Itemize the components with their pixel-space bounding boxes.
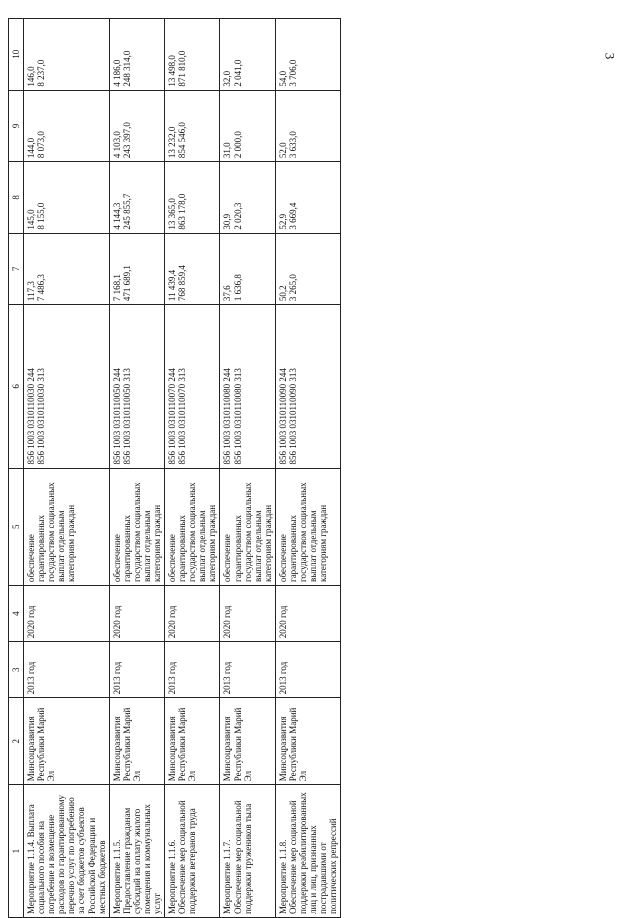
code-line: 856 1003 0310110080 313 <box>232 368 243 465</box>
value-cell-10 <box>220 19 275 91</box>
header-cell: 1 <box>9 785 24 918</box>
header-cell: 4 <box>9 586 24 642</box>
value-line: 8 237,0 <box>36 59 47 87</box>
event-cell: Мероприятие 1.1.6. Обеспечение мер социальной поддержки ветеранов труда <box>165 785 220 918</box>
header-row <box>9 19 24 918</box>
executor-cell: Минсоцразвития Республики Марий Эл <box>24 698 110 785</box>
direction-cell: обеспечение гарантированных государством социальных выплат отдельным категориям граждан <box>24 468 110 585</box>
executor-cell: Минсоцразвития Республики Марий Эл <box>220 698 275 785</box>
value-line: 54,0 <box>277 70 288 87</box>
value-cell-7 <box>109 233 164 305</box>
value-line: 2 041,0 <box>232 59 243 87</box>
value-line: 13 232,0 <box>167 126 178 159</box>
budget-code-cell <box>109 305 164 468</box>
value-line: 471 689,1 <box>121 265 132 302</box>
value-line: 248 314,0 <box>121 50 132 87</box>
value-cell-8 <box>275 162 340 234</box>
value-line: 8 073,0 <box>36 131 47 159</box>
value-line: 145,0 <box>26 209 37 230</box>
event-cell: Мероприятие 1.1.4. Выплата социального пособия на погребение и возмещение расходов по гарантированному перечню услуг по погребению за счет бюджетов субъектов Российской Федерации и местных бюджетов <box>24 785 110 918</box>
header-cell: 8 <box>9 162 24 234</box>
end-year-cell: 2020 год <box>24 586 110 642</box>
code-line: 856 1003 0310110030 244 <box>26 368 37 465</box>
header-cell: 3 <box>9 642 24 698</box>
start-year-cell: 2013 год <box>275 642 340 698</box>
code-line: 856 1003 0310110070 244 <box>167 368 178 465</box>
header-cell: 2 <box>9 698 24 785</box>
header-cell: 10 <box>9 19 24 91</box>
value-line: 52,0 <box>277 142 288 159</box>
start-year-cell: 2013 год <box>165 642 220 698</box>
value-line: 4 144,3 <box>111 202 122 230</box>
value-line: 245 855,7 <box>121 193 132 230</box>
value-line: 3 265,0 <box>287 274 298 302</box>
code-line: 856 1003 0310110030 313 <box>36 368 47 465</box>
end-year-cell: 2020 год <box>275 586 340 642</box>
value-line: 13 498,0 <box>167 55 178 87</box>
budget-code-cell <box>24 305 110 468</box>
budget-code-cell <box>220 305 275 468</box>
table-row <box>220 19 275 918</box>
value-line: 863 178,0 <box>177 193 188 230</box>
page-number: 3 <box>601 52 617 60</box>
value-line: 37,6 <box>222 285 233 302</box>
value-cell-8 <box>165 162 220 234</box>
table-row <box>24 19 110 918</box>
direction-cell: обеспечение гарантированных государством социальных выплат отдельным категориям граждан <box>275 468 340 585</box>
value-cell-7 <box>220 233 275 305</box>
value-line: 768 859,4 <box>177 265 188 302</box>
value-line: 4 103,0 <box>111 131 122 159</box>
value-line: 7 486,3 <box>36 274 47 302</box>
value-cell-10 <box>165 19 220 91</box>
start-year-cell: 2013 год <box>109 642 164 698</box>
direction-cell: обеспечение гарантированных государством социальных выплат отдельным категориям граждан <box>220 468 275 585</box>
value-cell-8 <box>24 162 110 234</box>
value-line: 11 439,4 <box>167 269 178 302</box>
code-line: 856 1003 0310110090 313 <box>287 368 298 465</box>
value-cell-10 <box>275 19 340 91</box>
value-line: 3 669,4 <box>287 202 298 230</box>
end-year-cell: 2020 год <box>109 586 164 642</box>
code-line: 856 1003 0310110080 244 <box>222 368 233 465</box>
program-table <box>8 18 341 918</box>
budget-code-cell <box>165 305 220 468</box>
direction-cell: обеспечение гарантированных государством социальных выплат отдельным категориям граждан <box>109 468 164 585</box>
header-cell: 5 <box>9 468 24 585</box>
value-line: 7 168,1 <box>111 274 122 302</box>
value-line: 1 636,8 <box>232 274 243 302</box>
value-line: 32,0 <box>222 70 233 87</box>
value-line: 2 000,0 <box>232 131 243 159</box>
direction-cell: обеспечение гарантированных государством социальных выплат отдельным категориям граждан <box>165 468 220 585</box>
value-cell-8 <box>220 162 275 234</box>
rotated-page <box>8 18 528 918</box>
header-cell: 6 <box>9 305 24 468</box>
code-line: 856 1003 0310110050 244 <box>111 368 122 465</box>
header-cell: 9 <box>9 90 24 162</box>
value-line: 3 706,0 <box>287 59 298 87</box>
value-line: 4 186,0 <box>111 59 122 87</box>
value-line: 50,2 <box>277 285 288 302</box>
header-cell: 7 <box>9 233 24 305</box>
value-cell-9 <box>220 90 275 162</box>
event-cell: Мероприятие 1.1.8. Обеспечение мер социальной поддержки реабилитированных лиц и лиц, признанных пострадавшими от политических репрессий <box>275 785 340 918</box>
value-line: 31,0 <box>222 142 233 159</box>
value-cell-10 <box>109 19 164 91</box>
value-cell-7 <box>24 233 110 305</box>
value-line: 243 397,0 <box>121 122 132 159</box>
value-cell-7 <box>165 233 220 305</box>
value-line: 146,0 <box>26 66 37 87</box>
value-cell-8 <box>109 162 164 234</box>
budget-code-cell <box>275 305 340 468</box>
code-line: 856 1003 0310110090 244 <box>277 368 288 465</box>
table-row <box>109 19 164 918</box>
value-line: 854 546,0 <box>177 122 188 159</box>
start-year-cell: 2013 год <box>220 642 275 698</box>
end-year-cell: 2020 год <box>165 586 220 642</box>
value-line: 2 020,3 <box>232 202 243 230</box>
value-line: 13 365,0 <box>167 198 178 230</box>
value-line: 52,9 <box>277 213 288 230</box>
executor-cell: Минсоцразвития Республики Марий Эл <box>165 698 220 785</box>
executor-cell: Минсоцразвития Республики Марий Эл <box>275 698 340 785</box>
value-cell-9 <box>165 90 220 162</box>
value-cell-7 <box>275 233 340 305</box>
start-year-cell: 2013 год <box>24 642 110 698</box>
value-cell-9 <box>275 90 340 162</box>
event-cell: Мероприятие 1.1.5. Предоставление гражданам субсидий на оплату жилого помещения и коммунальных услуг <box>109 785 164 918</box>
value-line: 3 633,0 <box>287 131 298 159</box>
value-line: 30,9 <box>222 213 233 230</box>
value-line: 871 810,0 <box>177 50 188 87</box>
table-row <box>275 19 340 918</box>
event-cell: Мероприятие 1.1.7. Обеспечение мер социальной поддержки тружеников тыла <box>220 785 275 918</box>
value-line: 117,3 <box>26 281 37 302</box>
value-cell-10 <box>24 19 110 91</box>
table-row <box>165 19 220 918</box>
code-line: 856 1003 0310110050 313 <box>121 368 132 465</box>
value-cell-9 <box>24 90 110 162</box>
end-year-cell: 2020 год <box>220 586 275 642</box>
executor-cell: Минсоцразвития Республики Марий Эл <box>109 698 164 785</box>
code-line: 856 1003 0310110070 313 <box>177 368 188 465</box>
value-cell-9 <box>109 90 164 162</box>
value-line: 8 155,0 <box>36 202 47 230</box>
value-line: 144,0 <box>26 137 37 159</box>
